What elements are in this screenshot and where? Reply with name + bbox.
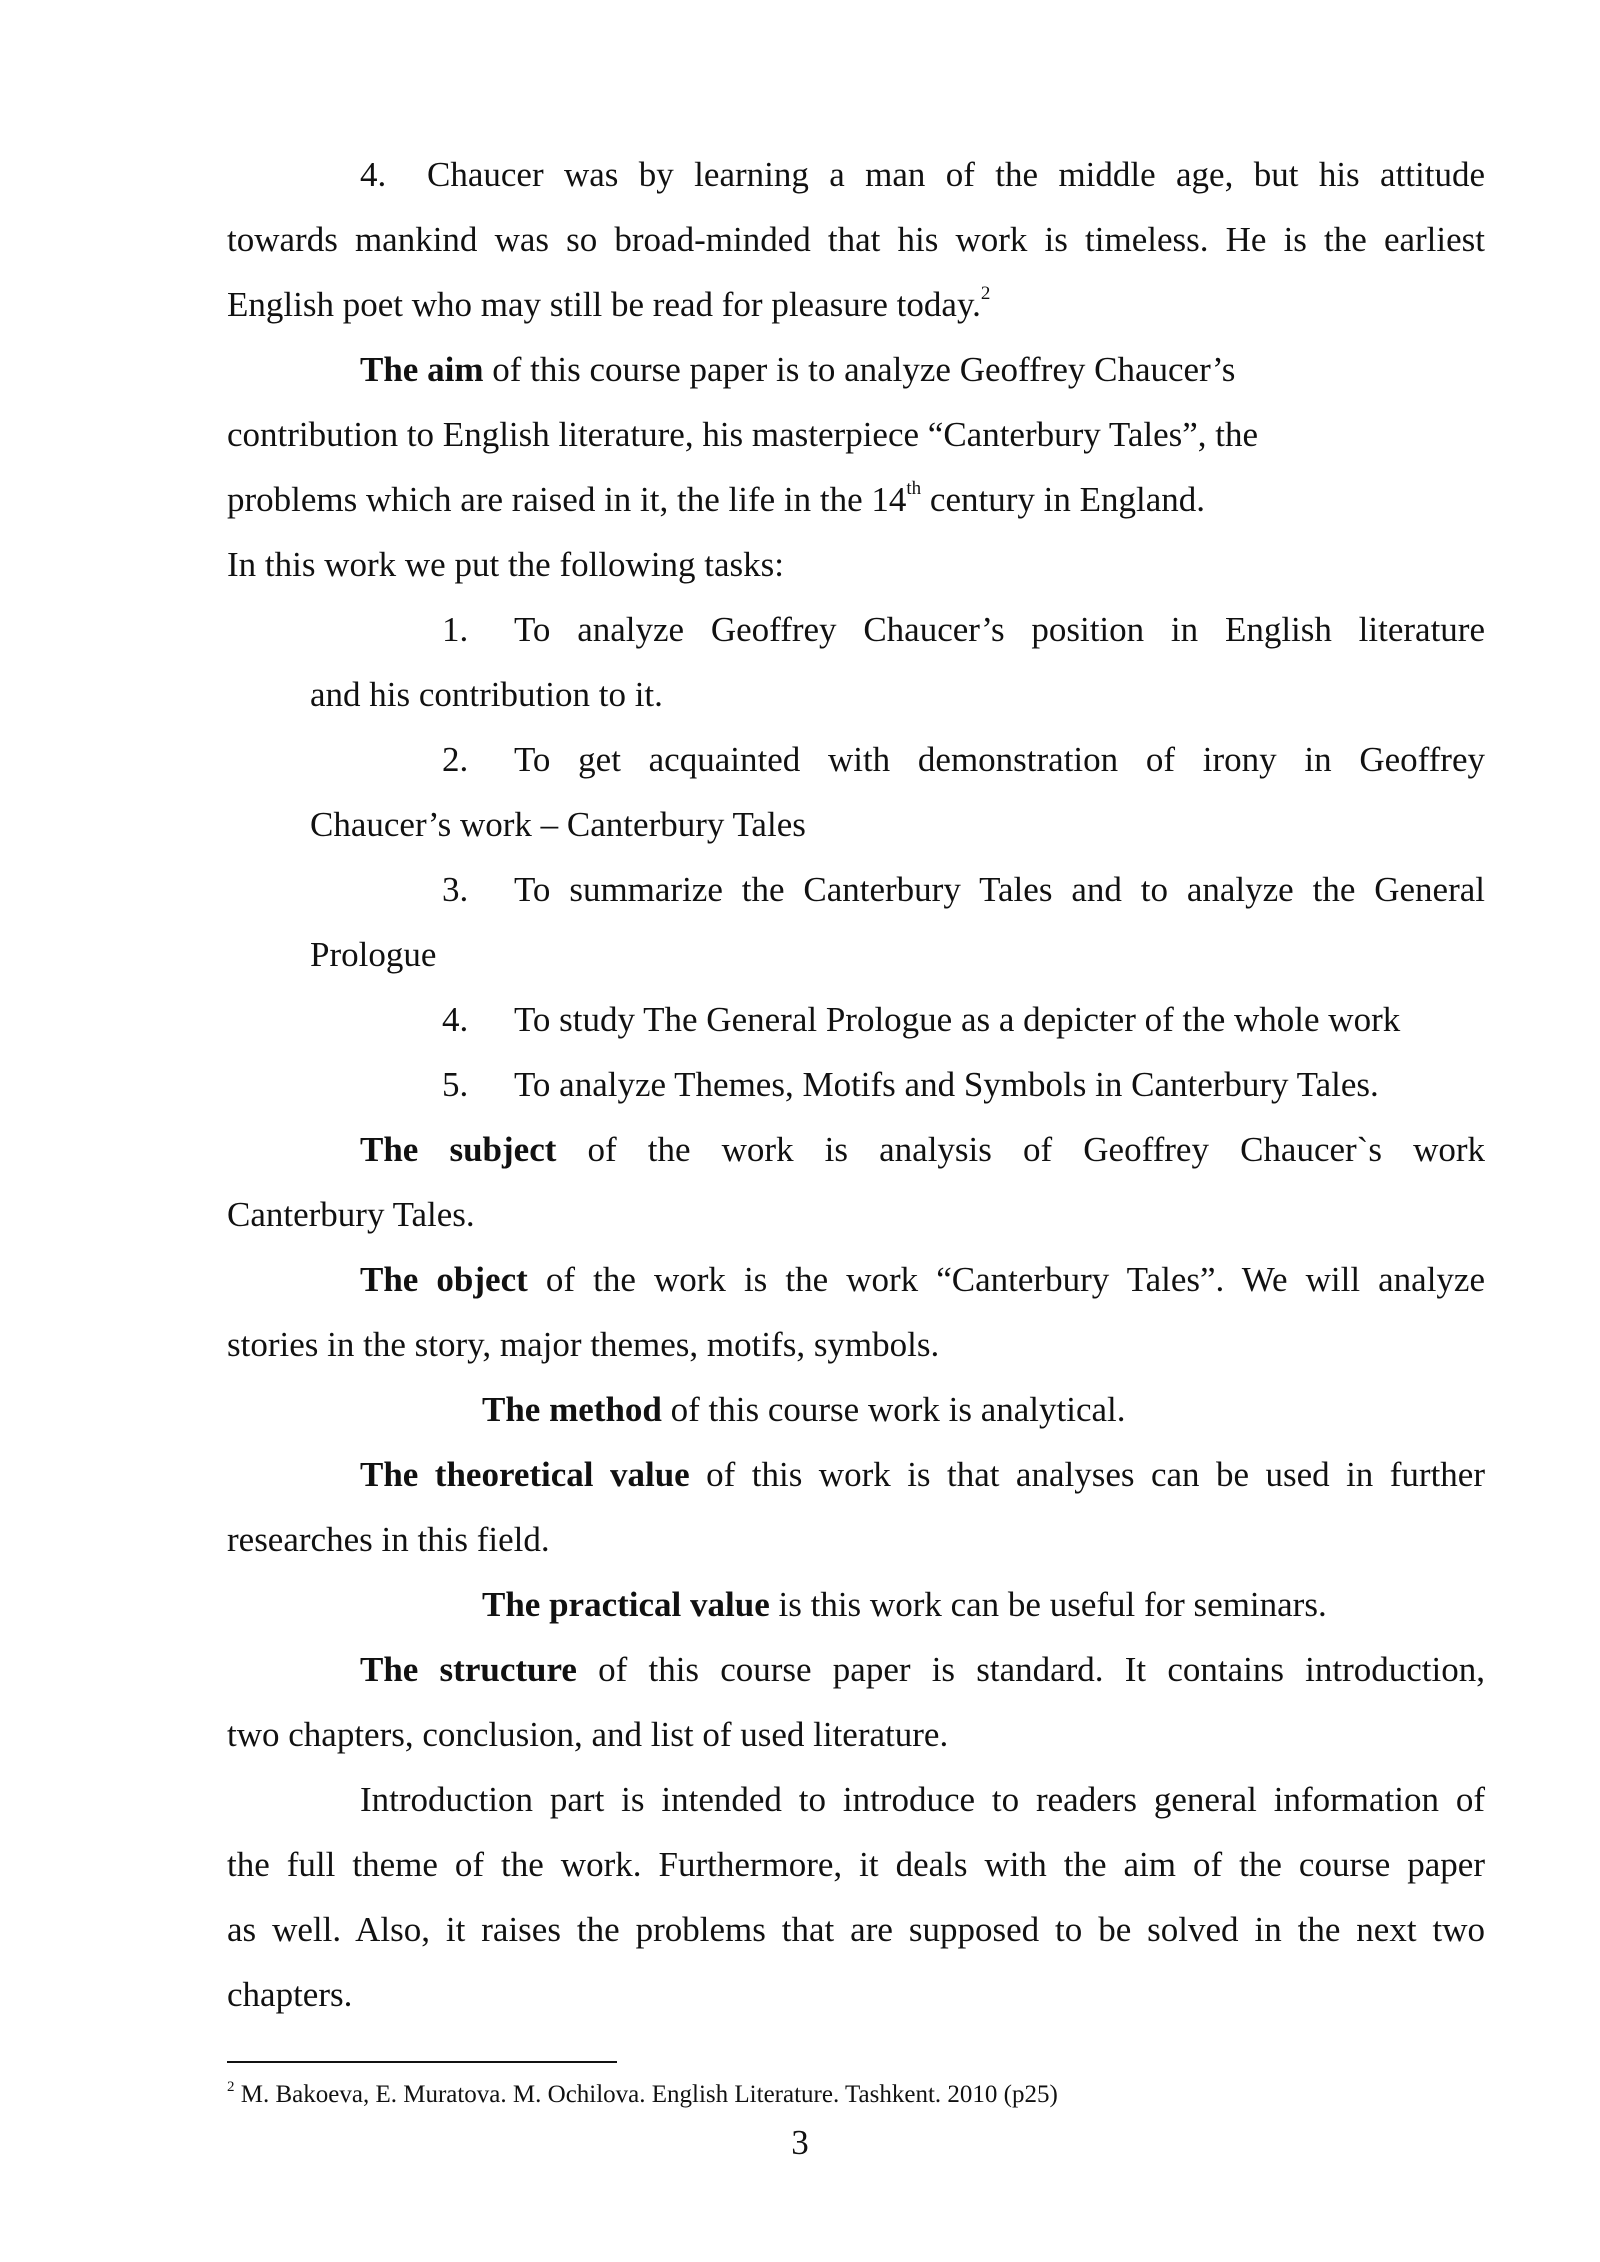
footnote [227, 2073, 1058, 2117]
introduction-line: the full theme of the work. Furthermore, it deals with the aim of the course paper [227, 1845, 1485, 1884]
footnote-marker: 2 [227, 2078, 235, 2095]
paragraph-text: Chaucer was by learning a man of the middle age, but his attitude [427, 155, 1486, 194]
structure-label: The structure [360, 1650, 577, 1689]
subject-text: of the work is analysis of Geoffrey Chaucer`s work [556, 1130, 1485, 1169]
page-number: 3 [791, 2123, 809, 2162]
footnote-separator [227, 2061, 617, 2063]
list-number: 4. [442, 1000, 469, 1039]
object-text: of the work is the work “Canterbury Tales”. We will analyze [527, 1260, 1485, 1299]
subject-line: Canterbury Tales. [227, 1195, 475, 1234]
list-item [442, 857, 1485, 922]
subject-label: The subject [360, 1130, 557, 1169]
aim-text: of this course paper is to analyze Geoffrey Chaucer’s [483, 350, 1236, 389]
list-number: 1. [442, 610, 469, 649]
list-text: To study The General Prologue as a depicter of the whole work [514, 1000, 1401, 1039]
theoretical-value-label: The theoretical value [360, 1455, 690, 1494]
theoretical-value-line [360, 1442, 1485, 1507]
theoretical-value-line: researches in this field. [227, 1520, 550, 1559]
method-label: The method [482, 1390, 662, 1429]
footnote-text: M. Bakoeva, E. Muratova. M. Ochilova. English Literature. Tashkent. 2010 (p25) [234, 2081, 1058, 2108]
aim-line [360, 337, 1485, 402]
paragraph-line [360, 142, 1485, 207]
list-item-continuation: and his contribution to it. [310, 675, 663, 714]
practical-value-label: The practical value [482, 1585, 770, 1624]
paragraph-line: towards mankind was so broad-minded that his work is timeless. He is the earliest [227, 220, 1485, 259]
object-label: The object [360, 1260, 528, 1299]
aim-text: problems which are raised in it, the life in the 14 [227, 480, 907, 519]
list-item-continuation: Chaucer’s work – Canterbury Tales [310, 805, 806, 844]
introduction-line: chapters. [227, 1975, 353, 2014]
superscript: th [906, 478, 922, 500]
paragraph-number: 4. [360, 155, 387, 194]
structure-line [360, 1637, 1485, 1702]
footnote-reference: 2 [980, 283, 991, 305]
list-number: 2. [442, 740, 469, 779]
structure-line: two chapters, conclusion, and list of used literature. [227, 1715, 949, 1754]
list-item [442, 987, 1485, 1052]
list-text: To analyze Themes, Motifs and Symbols in Canterbury Tales. [514, 1065, 1379, 1104]
aim-label: The aim [360, 350, 484, 389]
list-number: 3. [442, 870, 469, 909]
subject-line [360, 1117, 1485, 1182]
list-text: To analyze Geoffrey Chaucer’s position in English literature [514, 610, 1485, 649]
method-line [482, 1377, 1485, 1442]
theoretical-value-text: of this work is that analyses can be used in further [689, 1455, 1485, 1494]
method-text: of this course work is analytical. [661, 1390, 1126, 1429]
list-text: To summarize the Canterbury Tales and to analyze the General [514, 870, 1485, 909]
object-line: stories in the story, major themes, motifs, symbols. [227, 1325, 940, 1364]
aim-line: contribution to English literature, his masterpiece “Canterbury Tales”, the [227, 415, 1259, 454]
list-item [442, 597, 1485, 662]
object-line [360, 1247, 1485, 1312]
aim-text: century in England. [921, 480, 1205, 519]
aim-line [227, 467, 1485, 532]
practical-value-line [482, 1572, 1485, 1637]
list-item-continuation: Prologue [310, 935, 437, 974]
list-item [442, 1052, 1485, 1117]
practical-value-text: is this work can be useful for seminars. [769, 1585, 1327, 1624]
tasks-intro: In this work we put the following tasks: [227, 545, 785, 584]
list-item [442, 727, 1485, 792]
paragraph-line [227, 272, 1485, 337]
introduction-line: as well. Also, it raises the problems that are supposed to be solved in the next two [227, 1910, 1485, 1949]
structure-text: of this course paper is standard. It contains introduction, [576, 1650, 1486, 1689]
list-text: To get acquainted with demonstration of irony in Geoffrey [514, 740, 1485, 779]
list-number: 5. [442, 1065, 469, 1104]
introduction-line: Introduction part is intended to introduce to readers general information of [360, 1780, 1485, 1819]
paragraph-text: English poet who may still be read for pleasure today. [227, 285, 981, 324]
